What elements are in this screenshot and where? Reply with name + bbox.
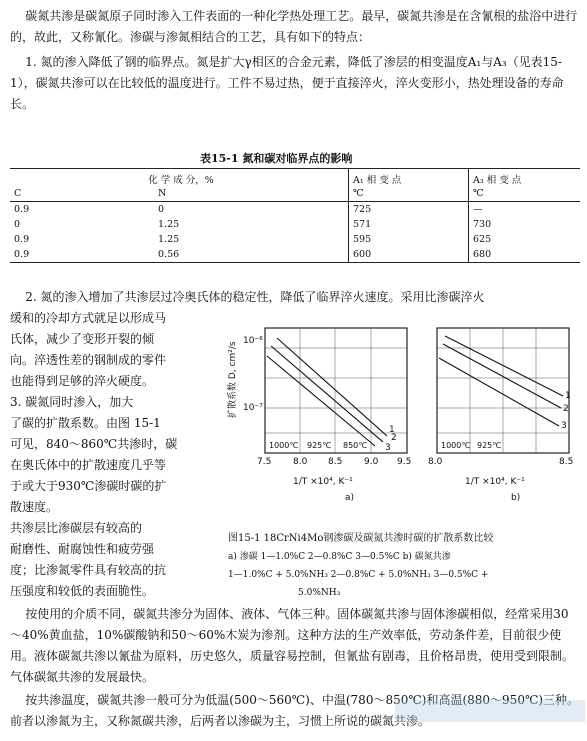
header-a1: A₁ 相 变 点 xyxy=(349,169,469,187)
x-tick: 8.0 xyxy=(428,457,443,467)
x-tick: 8.0 xyxy=(293,457,308,467)
panel-a-curves xyxy=(267,338,387,446)
intro-paragraph: 碳氮共渗是碳氮原子同时渗入工件表面的一种化学热处理工艺。最早，碳氮共渗是在含氰根的盐浴中进行的，故此，又称氰化。渗碳与渗氮相结合的工艺，具有如下的特点： xyxy=(10,9,578,44)
curve-label: 2 xyxy=(563,404,569,414)
curve-label: 3 xyxy=(385,443,391,453)
table-row: 0.9 1.25 595 625 xyxy=(10,232,580,247)
figure-caption xyxy=(228,530,493,602)
temp-label: 850℃ xyxy=(343,441,368,450)
figure-caption-line: a) 渗碳 1—1.0%C 2—0.8%C 3—0.5%C b) 碳氮共渗 xyxy=(228,552,451,562)
point-2-line: 缓和的冷却方式就足以形成马 xyxy=(10,311,167,325)
panel-a-label: a) xyxy=(345,493,355,503)
x-tick: 8.5 xyxy=(559,457,574,467)
sub-a1-unit: ℃ xyxy=(349,186,469,202)
point-3-line: 散速度。 xyxy=(10,500,59,514)
point-2-line: 向。淬透性差的钢制成的零件 xyxy=(10,353,167,367)
panel-b-label: b) xyxy=(511,493,521,503)
point-3-line: 于或大于930℃渗碳时碳的扩 xyxy=(10,479,167,493)
temp-label: 925℃ xyxy=(307,441,332,450)
sub-n: N xyxy=(154,186,349,202)
x-axis-label: 1/T ×10⁴, K⁻¹ xyxy=(293,477,353,487)
point-4-line: 度；比渗氮零件具有较高的抗 xyxy=(10,563,167,577)
media-paragraph: 按使用的介质不同，碳氮共渗分为固体、液体、气体三种。固体碳氮共渗与固体渗碳相似，经常采用30～40%黄血盐，10%碳酸钠和50～60%木炭为渗剂。这种方法的生产效率低，劳动条件差，目前很少使用。液体碳氮共渗以氰盐为原料，历史悠久，质量容易控制，但氰盐有剧毒，且价格昂贵，使用受到限制。气体碳氮共渗的发展最快。 xyxy=(10,607,575,684)
temp-label: 1000℃ xyxy=(441,441,471,450)
table-row: 0.9 0 725 — xyxy=(10,202,580,218)
curve-label: 1 xyxy=(389,425,395,435)
point-4-line: 耐磨性、耐腐蚀性和疲劳强 xyxy=(10,542,155,556)
temperature-paragraph: 按共渗温度，碳氮共渗一般可分为低温(500～560℃)、中温(780～850℃)和高温(880～950℃)三种。前者以渗氮为主，又称氮碳共渗，后两者以渗碳为主，习惯上所说的碳氮共渗。 xyxy=(10,693,580,728)
diffusion-figure xyxy=(225,318,585,510)
curve-label: 3 xyxy=(561,421,567,431)
sub-c: C xyxy=(10,186,154,202)
point-3-line: 可见，840～860℃共渗时，碳 xyxy=(10,437,178,451)
x-axis-label: 1/T ×10⁴, K⁻¹ xyxy=(465,477,525,487)
point-3-line: 了碳的扩散系数。由图 15-1 xyxy=(10,416,161,430)
figure-caption-line: 5.0%NH₃ xyxy=(298,588,341,598)
x-tick: 9.5 xyxy=(397,457,412,467)
x-tick: 9.0 xyxy=(364,457,379,467)
point-2-line: 氏体，减少了变形开裂的倾 xyxy=(10,332,155,346)
point-2-paragraph: 2. 氮的渗入增加了共渗层过冷奥氏体的稳定性，降低了临界淬火速度。采用比渗碳淬火 xyxy=(10,290,485,304)
table-row: 0 1.25 571 730 xyxy=(10,217,580,232)
header-a3: A₃ 相 变 点 xyxy=(469,169,581,187)
x-tick: 8.5 xyxy=(328,457,343,467)
header-composition: 化 学 成 分，% xyxy=(10,169,349,187)
y-tick: 10⁻⁷ xyxy=(243,403,263,413)
figure-caption-title: 图15-1 18CrNi4Mo钢渗碳及碳氮共渗时碳的扩散系数比较 xyxy=(228,533,494,544)
table-row: 0.9 0.56 600 680 xyxy=(10,247,580,263)
table-caption: 表15-1 氮和碳对临界点的影响 xyxy=(200,152,353,165)
panel-b-grid xyxy=(437,328,569,453)
point-4-line: 共渗层比渗碳层有较高的 xyxy=(10,521,143,535)
curve-label: 1 xyxy=(565,391,571,401)
temp-label: 925℃ xyxy=(477,441,502,450)
sub-a3-unit: ℃ xyxy=(469,186,581,202)
figure-caption-line: 1—1.0%C + 5.0%NH₃ 2—0.8%C + 5.0%NH₃ 3—0.5%C + xyxy=(228,570,489,580)
critical-point-table xyxy=(10,168,580,263)
x-tick: 7.5 xyxy=(257,457,272,467)
y-axis-label: 扩散系数 D, cm²/s xyxy=(228,341,238,418)
watermark-overlay xyxy=(395,700,585,722)
temp-label: 1000℃ xyxy=(269,441,299,450)
point-4-line: 压强度和较低的表面脆性。 xyxy=(10,584,155,598)
curve-label: 2 xyxy=(391,433,397,443)
panel-b-curves xyxy=(439,336,563,426)
y-tick: 10⁻⁶ xyxy=(243,336,263,346)
point-2-line: 也能得到足够的淬火硬度。 xyxy=(10,374,155,388)
point-3-line: 在奥氏体中的扩散速度几乎等 xyxy=(10,458,167,472)
point-1-paragraph: 1. 氮的渗入降低了钢的临界点。氮是扩大γ相区的合金元素，降低了渗层的相变温度A₁与A₃（见表15-1），碳氮共渗可以在比较低的温度进行。工件不易过热，便于直接淬火，淬火变形小，热处理设备的寿命长。 xyxy=(10,55,564,111)
point-3-line: 3. 碳氮同时渗入，加大 xyxy=(10,395,134,409)
